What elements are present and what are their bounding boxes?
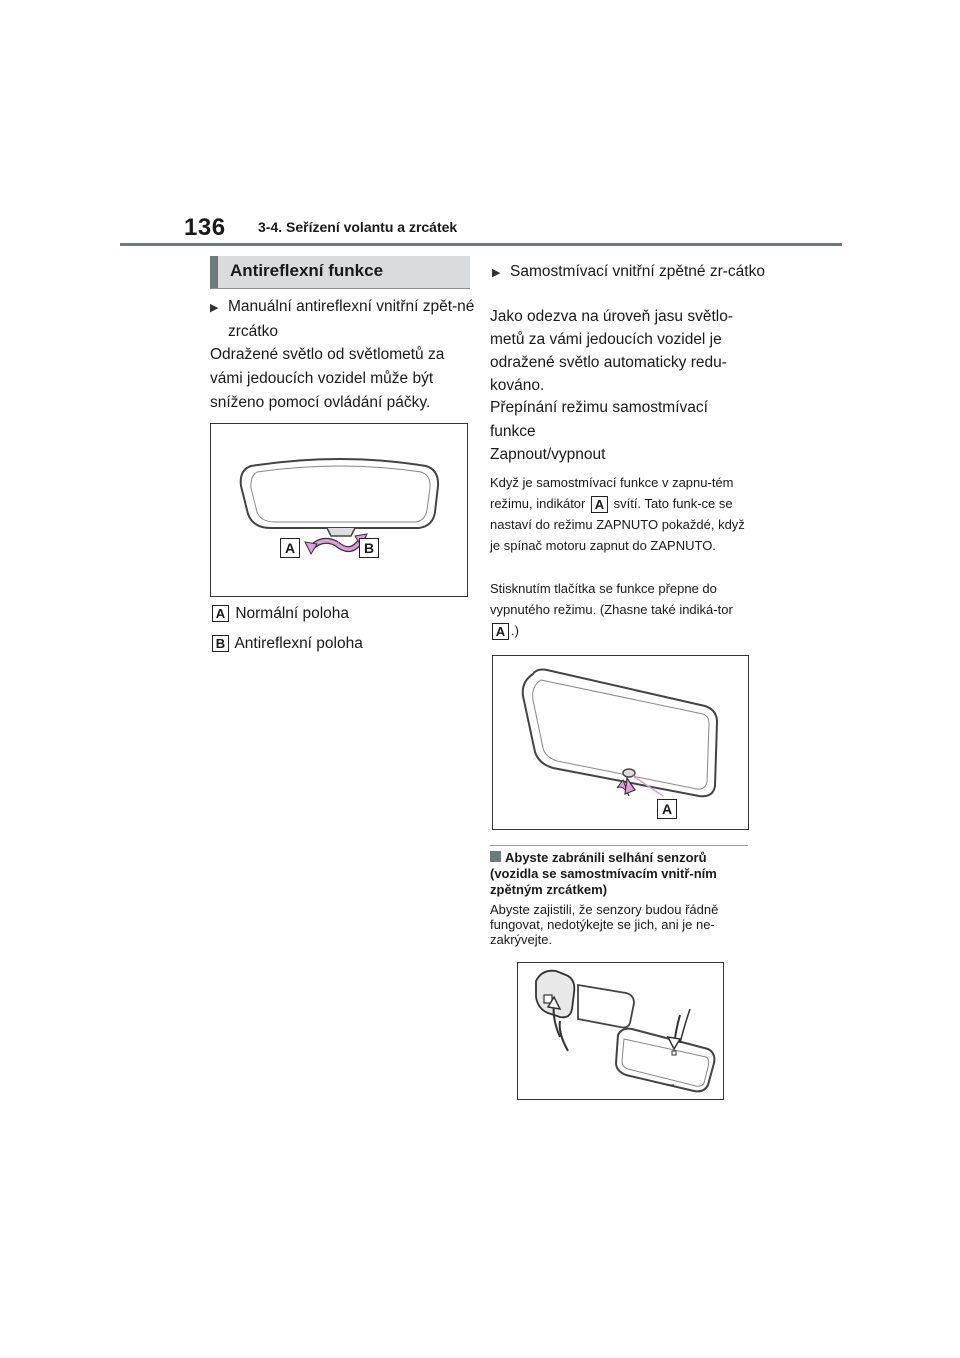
small-text-indicator-off: Stisknutím tlačítka se funkce přepne do vypnutého režimu. (Zhasne také indiká-tor A .) — [490, 581, 733, 640]
figure-auto-mirror — [492, 655, 749, 830]
auto-mirror-illustration — [493, 656, 748, 829]
bullet-auto-mirror: ▶ Samostmívací vnitřní zpětné zr-cátko — [492, 260, 768, 285]
small-text-indicator-on: Když je samostmívací funkce v zapnu-tém režimu, indikátor A svítí. Tato funk-ce se nastaví do režimu ZAPNUTO pokaždé, když je spínač motoru zapnut do ZAPNUTO. — [490, 475, 745, 553]
paragraph-manual: Odražené světlo od světlometů za vámi jedoucích vozidel může být sníženo pomocí ovládání páčky. — [210, 346, 445, 411]
figure-sensor-location — [517, 962, 724, 1100]
page-number: 136 — [184, 214, 226, 241]
paragraph-mode-switch: Přepínání režimu samostmívací funkce — [490, 399, 708, 440]
bullet-triangle-icon: ▶ — [210, 302, 219, 314]
square-bullet-icon — [490, 851, 501, 862]
figure-manual-mirror — [210, 423, 468, 597]
sensor-location-illustration — [518, 963, 723, 1099]
legend-text-b: Antireflexní poloha — [234, 635, 363, 652]
legend-badge-a: A — [212, 605, 229, 622]
note-title: Abyste zabránili selhání senzorů (vozidla se samostmívacím vnitř-ním zpětným zrcátkem) — [490, 850, 717, 897]
bullet-triangle-icon: ▶ — [492, 267, 501, 279]
figure-label-a: A — [657, 799, 677, 819]
legend-item-b — [210, 632, 470, 656]
note-divider — [490, 845, 748, 846]
section-heading-text: Antireflexní funkce — [230, 261, 384, 280]
heading-underline — [210, 288, 470, 289]
legend-badge-b: B — [212, 635, 229, 652]
indicator-badge-a: A — [591, 496, 608, 513]
paragraph-auto: Jako odezva na úroveň jasu světlo-metů za vámi jedoucích vozidel je odražené světlo automaticky redu-kováno. — [490, 308, 733, 394]
manual-mirror-illustration — [211, 424, 467, 596]
legend-item-a — [210, 602, 470, 626]
section-heading — [210, 256, 470, 288]
figure-label-a: A — [280, 538, 300, 558]
bullet-manual-mirror: ▶ Manuální antireflexní vnitřní zpět-né zrcátko — [210, 298, 475, 340]
legend-text-a: Normální poloha — [235, 605, 350, 622]
paragraph-on-off: Zapnout/vypnout — [490, 446, 606, 463]
section-title: 3-4. Seřízení volantu a zrcátek — [258, 219, 458, 235]
header-divider — [120, 243, 842, 246]
indicator-badge-a-2: A — [492, 623, 509, 640]
note-body: Abyste zajistili, že senzory budou řádně fungovat, nedotýkejte se jich, ani je ne-zakrývejte. — [490, 902, 719, 947]
figure-label-b: B — [359, 538, 379, 558]
